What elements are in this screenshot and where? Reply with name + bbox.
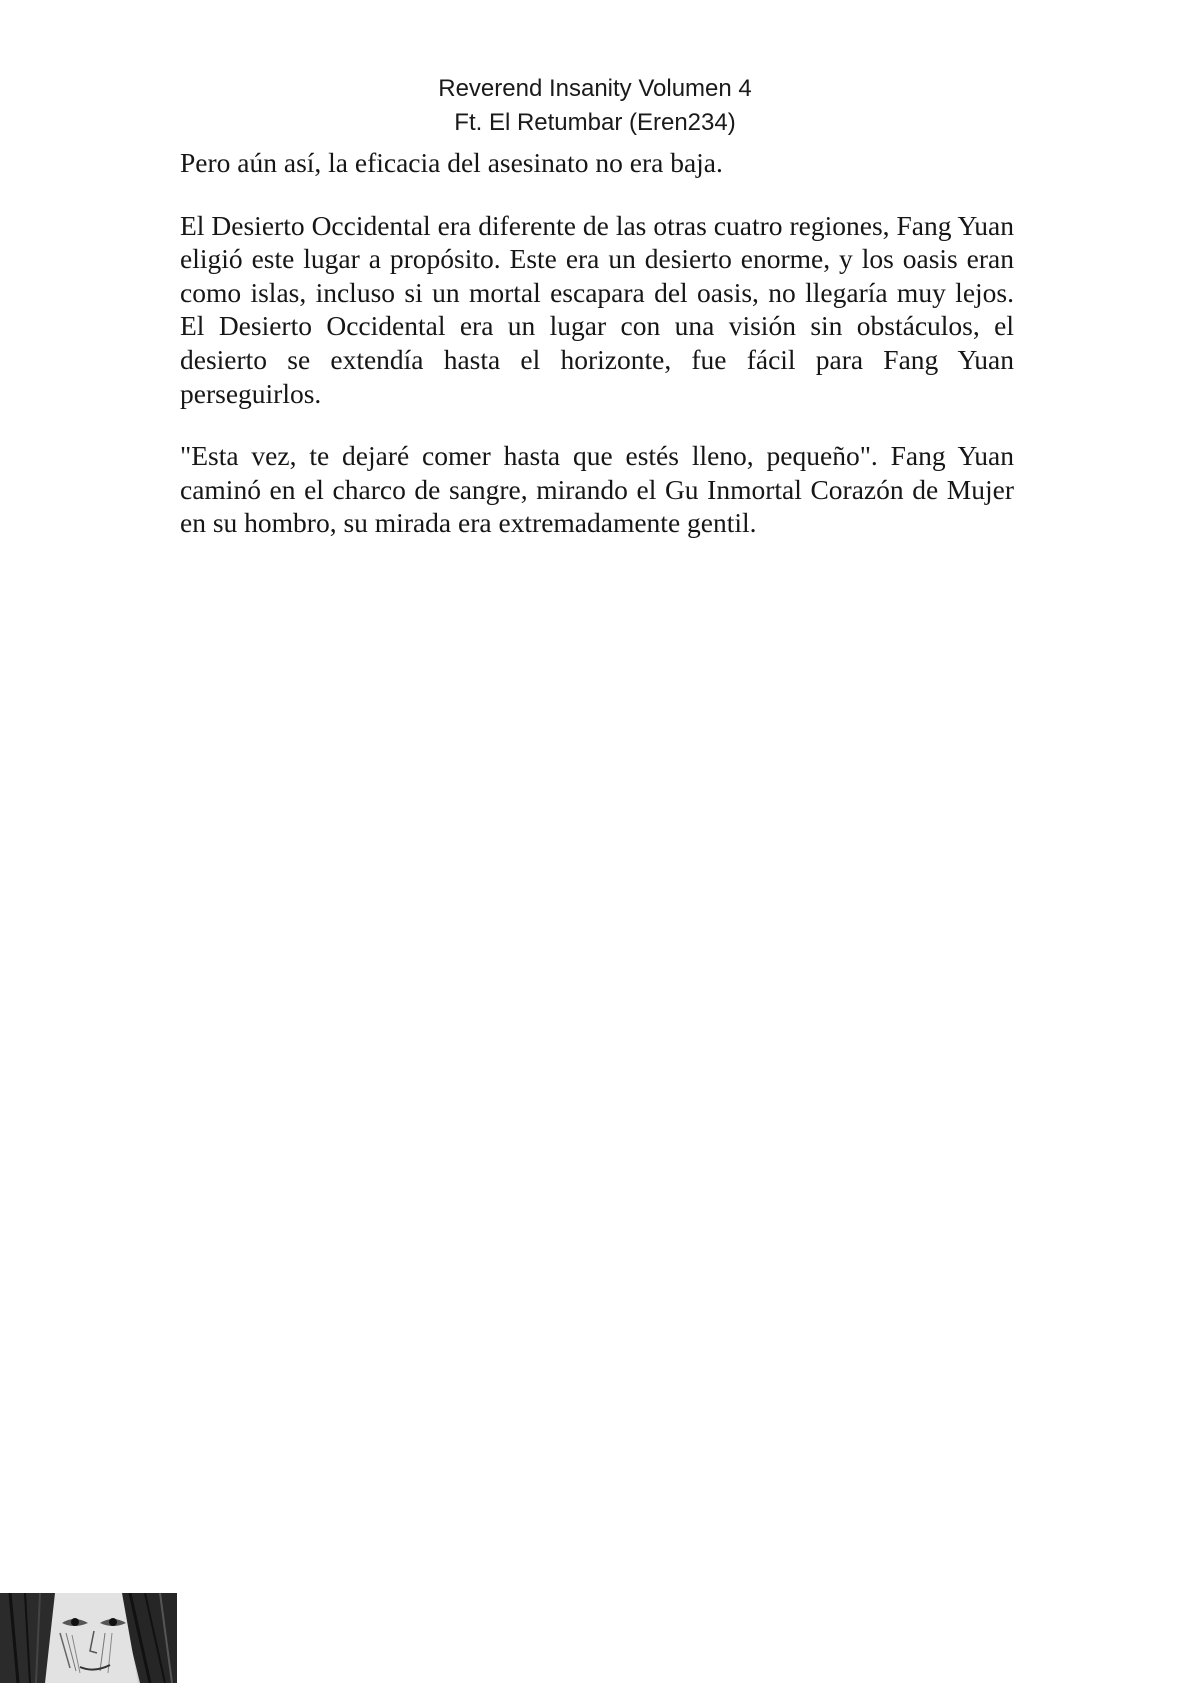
paragraph-2: El Desierto Occidental era diferente de las otras cuatro regiones, Fang Yuan eligió este lugar a propósito. Este era un desierto enorme, y los oasis eran como islas, incluso si un mortal escapara del oasis, no llegaría muy lejos. El Desierto Occidental era un lugar con una visión sin obstáculos, el desierto se extendía hasta el horizonte, fue fácil para Fang Yuan perseguirlos. bbox=[180, 209, 1014, 409]
header-subtitle: Ft. El Retumbar (Eren234) bbox=[454, 109, 736, 136]
header-title: Reverend Insanity Volumen 4 bbox=[438, 75, 752, 102]
paragraph-3: "Esta vez, te dejaré comer hasta que estés lleno, pequeño". Fang Yuan caminó en el charco de sangre, mirando el Gu Inmortal Corazón de Mujer en su hombro, su mirada era extremadamente gentil. bbox=[180, 440, 1014, 539]
document-body bbox=[180, 146, 1014, 569]
paragraph-1: Pero aún así, la eficacia del asesinato no era baja. bbox=[180, 147, 723, 178]
manga-face-illustration-icon bbox=[0, 1593, 177, 1683]
page-header bbox=[0, 72, 1190, 140]
